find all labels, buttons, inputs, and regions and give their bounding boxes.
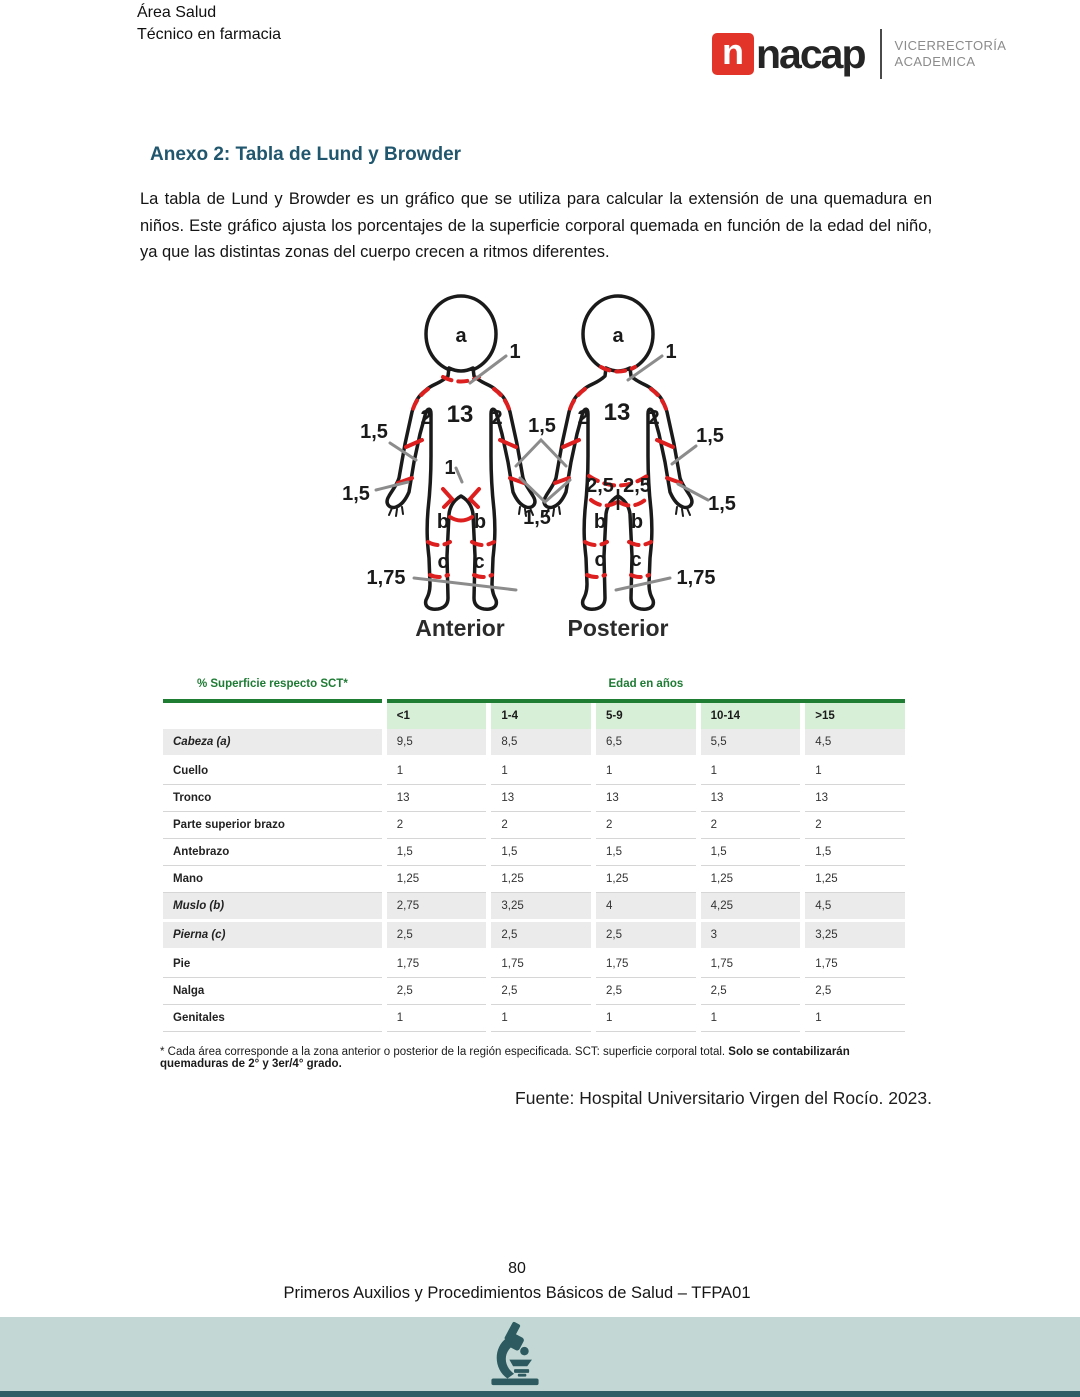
posterior-foot-value: 1,75 xyxy=(676,567,716,589)
anterior-thigh-left-label: b xyxy=(436,511,450,533)
age-column-header: 10-14 xyxy=(701,703,801,729)
lund-browder-table xyxy=(158,674,910,1032)
row-value: 13 xyxy=(805,785,905,812)
anterior-forearm-value: 1,5 xyxy=(360,421,388,443)
row-value: 9,5 xyxy=(387,729,487,758)
anterior-upper-arm-right-label: 2 xyxy=(491,407,503,429)
row-value: 2,5 xyxy=(491,922,591,951)
row-label: Cabeza (a) xyxy=(163,729,382,758)
anterior-genitals-label: 1 xyxy=(444,457,456,479)
row-value: 1,5 xyxy=(491,839,591,866)
row-value: 2,75 xyxy=(387,893,487,922)
row-label: Tronco xyxy=(163,785,382,812)
anterior-leg-right-label: c xyxy=(473,551,485,573)
anterior-hand-value: 1,5 xyxy=(342,483,370,505)
row-value: 13 xyxy=(491,785,591,812)
row-label: Pierna (c) xyxy=(163,922,382,951)
footnote-regular-text: * Cada área corresponde a la zona anterior o posterior de la región especificada. SCT: superficie corporal total. xyxy=(160,1046,729,1058)
row-value: 2 xyxy=(701,812,801,839)
posterior-trunk-label: 13 xyxy=(603,399,631,426)
row-value: 4 xyxy=(596,893,696,922)
age-column-header: >15 xyxy=(805,703,905,729)
table-group-header-row xyxy=(163,674,905,703)
table-row xyxy=(163,839,905,866)
row-value: 13 xyxy=(387,785,487,812)
row-value: 1,25 xyxy=(701,866,801,893)
row-value: 1,5 xyxy=(387,839,487,866)
lund-browder-table-wrap xyxy=(163,674,910,1032)
row-value: 2,5 xyxy=(701,978,801,1005)
source-line: Fuente: Hospital Universitario Virgen del Rocío. 2023. xyxy=(515,1088,932,1108)
row-value: 1 xyxy=(491,1005,591,1032)
table-row xyxy=(163,785,905,812)
posterior-hand-value: 1,5 xyxy=(708,493,736,515)
row-value: 1,5 xyxy=(805,839,905,866)
table-row xyxy=(163,893,905,922)
row-value: 1 xyxy=(387,1005,487,1032)
logo-subtitle-line1: VICERRECTORÍA xyxy=(894,38,1007,54)
course-footer: Primeros Auxilios y Procedimientos Básicos de Salud – TFPA01 xyxy=(283,1284,751,1302)
row-value: 8,5 xyxy=(491,729,591,758)
table-row xyxy=(163,729,905,758)
row-value: 2 xyxy=(805,812,905,839)
row-value: 1,25 xyxy=(387,866,487,893)
page-number: 80 xyxy=(508,1260,526,1277)
row-value: 4,5 xyxy=(805,893,905,922)
posterior-leg-right-label: c xyxy=(630,549,642,571)
row-value: 1,75 xyxy=(387,951,487,978)
footer-band xyxy=(0,1317,1080,1391)
posterior-caption: Posterior xyxy=(567,615,669,641)
row-value: 1,75 xyxy=(701,951,801,978)
row-value: 1 xyxy=(701,1005,801,1032)
header-area-line2: Técnico en farmacia xyxy=(137,25,282,43)
row-value: 1,5 xyxy=(596,839,696,866)
row-label: Genitales xyxy=(163,1005,382,1032)
row-value: 1 xyxy=(491,758,591,785)
row-value: 2 xyxy=(491,812,591,839)
age-column-header: <1 xyxy=(387,703,487,729)
row-label: Nalga xyxy=(163,978,382,1005)
logo-subtitle-line2: ACADEMICA xyxy=(894,54,976,69)
header-area-line1: Área Salud xyxy=(137,4,217,21)
anterior-head-label: a xyxy=(455,325,467,347)
row-value: 1,25 xyxy=(491,866,591,893)
age-column-header: 5-9 xyxy=(596,703,696,729)
anterior-leg-left-label: c xyxy=(437,551,449,573)
inacap-logo-icon: n xyxy=(712,33,754,75)
row-label: Pie xyxy=(163,951,382,978)
row-value: 4,5 xyxy=(805,729,905,758)
microscope-icon xyxy=(482,1321,548,1387)
anterior-foot-value: 1,75 xyxy=(366,567,406,589)
row-value: 1 xyxy=(805,1005,905,1032)
posterior-neck-value: 1 xyxy=(665,341,677,363)
row-value: 2,5 xyxy=(491,978,591,1005)
posterior-thigh-right-label: b xyxy=(630,511,644,533)
row-label: Cuello xyxy=(163,758,382,785)
row-value: 1 xyxy=(701,758,801,785)
posterior-buttock-right-label: 2,5 xyxy=(623,475,651,497)
logo-subtitle xyxy=(895,38,1007,69)
table-footnote xyxy=(160,1046,904,1070)
lund-browder-diagram xyxy=(310,288,770,655)
anterior-neck-value: 1 xyxy=(509,341,521,363)
row-value: 2 xyxy=(596,812,696,839)
footnote-bold-text: Solo se contabilizarán quemaduras de 2° y 3er/4° grado. xyxy=(160,1046,850,1070)
row-value: 1,25 xyxy=(805,866,905,893)
posterior-head-label: a xyxy=(612,325,624,347)
row-value: 1,75 xyxy=(596,951,696,978)
intro-paragraph: La tabla de Lund y Browder es un gráfico que se utiliza para calcular la extensión de una quemadura en niños. Este gráfico ajusta los porcentajes de la superficie corporal quemada en función de la edad del niño, ya que las distintas zonas del cuerpo crecen a ritmos diferentes. xyxy=(140,190,932,262)
row-value: 3,25 xyxy=(805,922,905,951)
row-label: Mano xyxy=(163,866,382,893)
logo-divider xyxy=(880,29,882,79)
table-row xyxy=(163,951,905,978)
row-value: 1,25 xyxy=(596,866,696,893)
inacap-logo-name: nacap xyxy=(756,30,865,77)
row-value: 3,25 xyxy=(491,893,591,922)
row-value: 2,5 xyxy=(805,978,905,1005)
row-value: 4,25 xyxy=(701,893,801,922)
row-value: 1,75 xyxy=(805,951,905,978)
row-value: 13 xyxy=(596,785,696,812)
row-value: 2,5 xyxy=(387,922,487,951)
inacap-logo xyxy=(712,24,1006,84)
row-value: 5,5 xyxy=(701,729,801,758)
row-label: Antebrazo xyxy=(163,839,382,866)
row-value: 1,5 xyxy=(701,839,801,866)
table-header-surface: % Superficie respecto SCT* xyxy=(163,674,382,703)
table-row xyxy=(163,758,905,785)
page-title: Anexo 2: Tabla de Lund y Browder xyxy=(150,144,462,165)
posterior-upper-arm-left-label: 2 xyxy=(577,407,589,429)
posterior-buttock-left-label: 2,5 xyxy=(586,475,614,497)
inner-forearm-value: 1,5 xyxy=(528,415,556,437)
row-value: 2,5 xyxy=(387,978,487,1005)
table-row xyxy=(163,922,905,951)
table-row xyxy=(163,1005,905,1032)
anterior-upper-arm-left-label: 2 xyxy=(420,407,432,429)
row-label: Muslo (b) xyxy=(163,893,382,922)
body-figures-illustration xyxy=(310,288,770,650)
row-value: 1 xyxy=(596,758,696,785)
inner-hand-value: 1,5 xyxy=(523,507,551,529)
row-value: 2,5 xyxy=(596,978,696,1005)
row-value: 1 xyxy=(387,758,487,785)
row-label: Parte superior brazo xyxy=(163,812,382,839)
posterior-upper-arm-right-label: 2 xyxy=(648,407,660,429)
table-header-age: Edad en años xyxy=(387,674,905,703)
header-area-block xyxy=(137,2,281,45)
row-value: 1,75 xyxy=(491,951,591,978)
table-row xyxy=(163,978,905,1005)
posterior-forearm-value: 1,5 xyxy=(696,425,724,447)
anterior-thigh-right-label: b xyxy=(473,511,487,533)
row-value: 6,5 xyxy=(596,729,696,758)
row-value: 1 xyxy=(805,758,905,785)
row-value: 13 xyxy=(701,785,801,812)
row-value: 2 xyxy=(387,812,487,839)
posterior-thigh-left-label: b xyxy=(593,511,607,533)
row-value: 2,5 xyxy=(596,922,696,951)
table-age-header-row xyxy=(163,703,905,729)
table-row xyxy=(163,866,905,893)
age-header-blank-cell xyxy=(163,703,382,729)
anterior-trunk-label: 13 xyxy=(446,401,474,428)
footer-bottom-bar xyxy=(0,1391,1080,1397)
table-body xyxy=(163,729,905,1032)
table-row xyxy=(163,812,905,839)
row-value: 1 xyxy=(596,1005,696,1032)
row-value: 3 xyxy=(701,922,801,951)
posterior-leg-left-label: c xyxy=(594,549,606,571)
age-column-header: 1-4 xyxy=(491,703,591,729)
anterior-caption: Anterior xyxy=(415,615,505,641)
